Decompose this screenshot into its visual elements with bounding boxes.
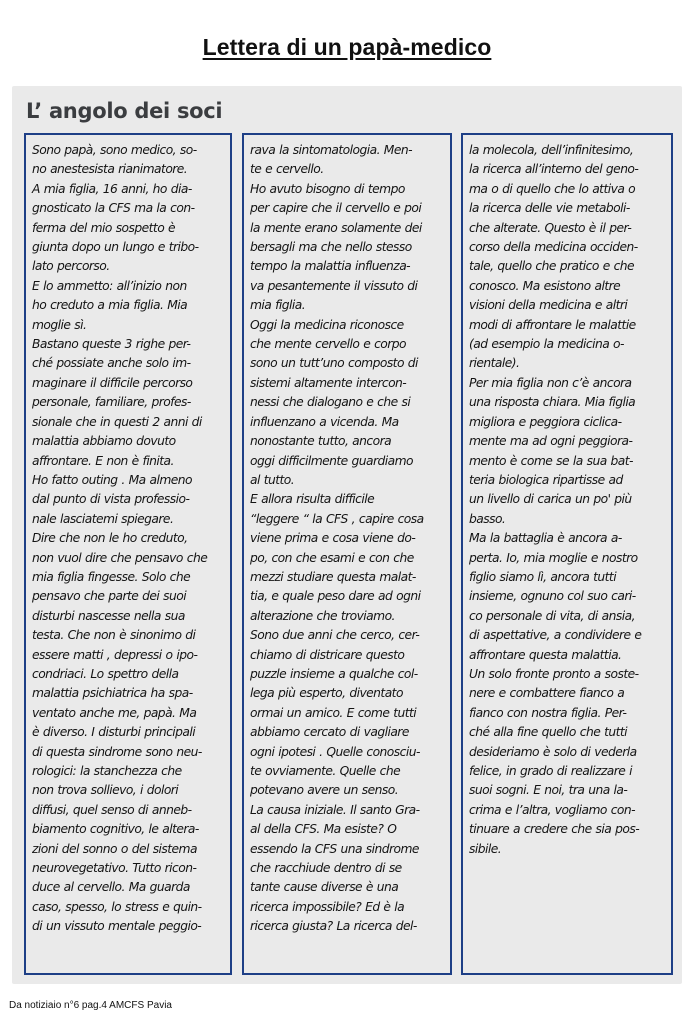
column-3-text: la molecola, dell’infinitesimo, la ricerca all’interno del geno- ma o di quello che lo attiva o la ricerca delle vie metaboli- che alterate. Questo è il per- corso della medicina occiden- tale, quello che pratico e che conosco. Ma esistono altre visioni della medicina e altri modi di affrontare le malattie (ad esempio la medicina o- rientale). Per mia figlia non c’è ancora una risposta chiara. Mia figlia migliora e peggiora ciclica- mente ma ad ogni peggiora- mento è come se la sua bat- teria biologica ripartisse ad un livello di carica un po' più basso. Ma la battaglia è ancora a- perta. Io, mia moglie e nostro figlio siamo lì, ancora tutti insieme, ognuno col suo cari- co personale di vita, di ansia, di aspettative, a condividere e affrontare questa malattia. Un solo fronte pronto a soste- nere e combattere fianco a fianco con nostra figlia. Per- ché alla fine quello che tutti desideriamo è solo di vederla felice, in grado di realizzare i suoi sogni. E noi, tra una la- crima e l’altra, vogliamo con- tinuare a credere che sia pos- sibile.: [469, 143, 642, 856]
article-column-1: [24, 133, 232, 975]
article-column-2: [242, 133, 452, 975]
column-2-text: rava la sintomatologia. Men- te e cervello. Ho avuto bisogno di tempo per capire che il cervello e poi la mente erano solamente dei bersagli ma che nello stesso tempo la malattia influenza- va pesantemente il vissuto di mia figlia. Oggi la medicina riconosce che mente cervello e corpo sono un tutt’uno composto di sistemi altamente intercon- nessi che dialogano e che si influenzano a vicenda. Ma nonostante tutto, ancora oggi difficilmente guardiamo al tutto. E allora risulta difficile “leggere “ la CFS , capire cosa viene prima e cosa viene do- po, con che esami e con che mezzi studiare questa malat- tia, e quale peso dare ad ogni alterazione che troviamo. Sono due anni che cerco, cer- chiamo di districare questo puzzle insieme a qualche col- lega più esperto, diventato ormai un amico. E come tutti abbiamo cercato di vagliare ogni ipotesi . Quelle conosciu- te ovviamente. Quelle che potevano avere un senso. La causa iniziale. Il santo Gra- al della CFS. Ma esiste? O essendo la CFS una sindrome che racchiude dentro di se tante cause diverse è una ricerca impossibile? Ed è la ricerca giusta? La ricerca del-: [250, 143, 424, 934]
scanned-article: [12, 86, 682, 984]
source-footnote: Da notiziaio n°6 pag.4 AMCFS Pavia: [9, 1000, 172, 1011]
page-title: Lettera di un papà-medico: [202, 34, 492, 60]
column-1-text: Sono papà, sono medico, so- no anestesista rianimatore. A mia figlia, 16 anni, ho dia- gnosticato la CFS ma la con- ferma del mio sospetto è giunta dopo un lungo e tribo- lato percorso. E lo ammetto: all’inizio non ho creduto a mia figlia. Mia moglie sì. Bastano queste 3 righe per- ché possiate anche solo im- maginare il difficile percorso personale, familiare, profes- sionale che in questi 2 anni di malattia abbiamo dovuto affrontare. E non è finita. Ho fatto outing . Ma almeno dal punto di vista professio- nale lasciatemi spiegare. Dire che non le ho creduto, non vuol dire che pensavo che mia figlia fingesse. Solo che pensavo che parte dei suoi disturbi nascesse nella sua testa. Che non è sinonimo di essere matti , depressi o ipo- condriaci. Lo spettro della malattia psichiatrica ha spa- ventato anche me, papà. Ma è diverso. I disturbi principali di questa sindrome sono neu- rologici: la stanchezza che non trova sollievo, i dolori diffusi, quel senso di anneb- biamento cognitivo, le altera- zioni del sonno o del sistema neurovegetativo. Tutto ricon- duce al cervello. Ma guarda caso, spesso, lo stress e quin- di un vissuto mentale peggio-: [32, 143, 208, 934]
article-column-3: [461, 133, 673, 975]
section-heading: L’ angolo dei soci: [26, 99, 223, 123]
